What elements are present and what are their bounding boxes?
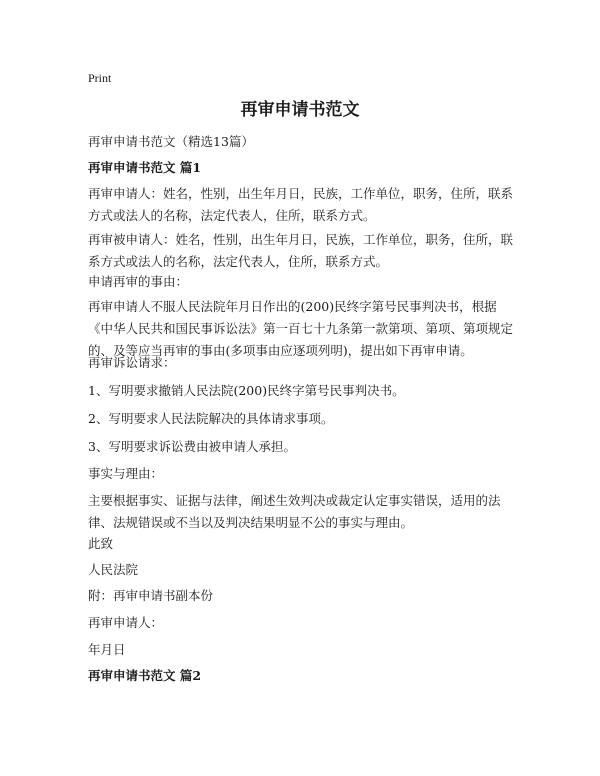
reason-paragraph: 再审申请人不服人民法院年月日作出的(200)民终字第号民事判决书，根据《中华人民共和国民事诉讼法》第一百七十九条第一款第项、第项、第项规定的、及等应当再审的事由(多项事由应逐项列明)，提出如下再审申请。 [88, 299, 514, 358]
document-title: 再审申请书范文 [240, 100, 360, 120]
claim-item-2: 2、写明要求人民法院解决的具体请求事项。 [88, 411, 334, 426]
respondent-paragraph: 再审被申请人：姓名，性别，出生年月日，民族，工作单位，职务，住所，联系方式或法人的名称，法定代表人，住所，联系方式。 [88, 232, 514, 269]
facts-label: 事实与理由： [88, 466, 164, 481]
claims-label: 再审诉讼请求： [88, 355, 176, 370]
facts-paragraph: 主要根据事实、证据与法律，阐述生效判决或裁定认定事实错误，适用的法律、法规错误或不当以及判决结果明显不公的事实与理由。 [88, 493, 501, 530]
reason-label: 申请再审的事由： [88, 274, 189, 289]
claim-item-3: 3、写明要求诉讼费由被申请人承担。 [88, 439, 296, 454]
date-label: 年月日 [88, 642, 126, 657]
section-heading-2: 再审申请书范文 篇2 [88, 668, 202, 683]
salutation-text: 此致 [88, 536, 114, 551]
applicant-paragraph: 再审申请人：姓名，性别，出生年月日，民族，工作单位，职务，住所，联系方式或法人的名称，法定代表人，住所，联系方式。 [88, 186, 514, 223]
document-subtitle: 再审申请书范文（精选13篇） [88, 134, 254, 149]
claim-item-1: 1、写明要求撤销人民法院(200)民终字第号民事判决书。 [88, 383, 405, 398]
print-link[interactable]: Print [88, 71, 112, 85]
section-heading-1: 再审申请书范文 篇1 [88, 160, 202, 175]
attachment-text: 附：再审申请书副本份 [88, 588, 214, 603]
signature-label: 再审申请人： [88, 615, 164, 630]
court-text: 人民法院 [88, 562, 139, 577]
